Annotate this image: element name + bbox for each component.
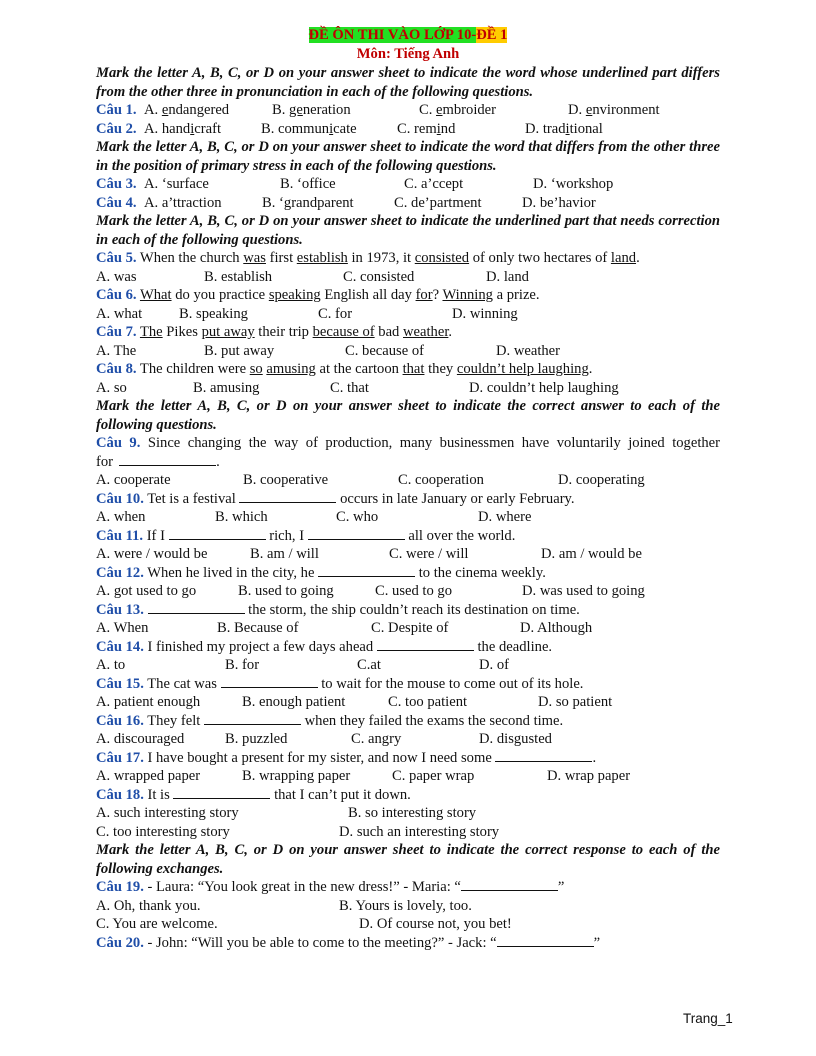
option-a: A. so — [96, 379, 127, 396]
question-number: Câu 9. — [96, 435, 141, 451]
option-a: A. discouraged — [96, 731, 185, 747]
option-a: A. such interesting story — [96, 805, 239, 821]
question-11: Câu 11. If I rich, I all over the world. — [96, 527, 516, 544]
question-17: Câu 17. I have bought a present for my sister, and now I need some . — [96, 749, 597, 766]
option-a: A. handicraft — [144, 120, 222, 137]
question-16: Câu 16. They felt when they failed the exams the second time. — [96, 712, 564, 729]
question-15-options — [96, 693, 720, 712]
option-a: A. cooperate — [96, 472, 171, 488]
question-number: Câu 6. — [96, 287, 137, 303]
option-b: B. Yours is lovely, too. — [339, 897, 472, 914]
question-19: Câu 19. - Laura: “You look great in the new dress!” - Maria: “ ” — [96, 879, 565, 895]
option-d: D. ‘workshop — [533, 176, 614, 192]
answer-blank — [308, 527, 405, 540]
question-20: Câu 20. - John: “Will you be able to come to the meeting?” - Jack: “ ” — [96, 934, 601, 951]
option-a: A. Oh, thank you. — [96, 897, 201, 914]
option-b: B. ‘office — [280, 176, 336, 192]
option-b: B. am / will — [250, 546, 319, 562]
question-number: Câu 18. — [96, 786, 144, 803]
option-b: B. for — [225, 657, 260, 673]
option-a: A. were / would be — [96, 546, 208, 562]
question-17-options — [96, 767, 720, 786]
answer-blank — [497, 934, 594, 947]
question-number: Câu 2. — [96, 120, 137, 137]
question-2 — [96, 120, 720, 139]
option-a: A. patient enough — [96, 694, 201, 710]
subject-title: Môn: Tiếng Anh — [356, 46, 460, 62]
question-number: Câu 14. — [96, 638, 144, 655]
page-number: Trang_1 — [683, 1011, 733, 1026]
question-number: Câu 15. — [96, 675, 144, 692]
option-d: D. was used to going — [522, 583, 645, 599]
option-d: D. so patient — [538, 694, 613, 710]
question-9: Câu 9. Since changing the way of production, many businessmen have voluntarily joined together for . — [96, 435, 721, 470]
question-11-options — [96, 545, 720, 564]
answer-blank — [169, 527, 266, 540]
question-number: Câu 1. — [96, 102, 137, 118]
option-d: D. of — [479, 657, 509, 673]
option-d: D. land — [486, 268, 529, 285]
option-b: B. establish — [204, 268, 273, 285]
question-8-options — [96, 379, 720, 398]
option-d: D. Of course not, you bet! — [359, 916, 512, 932]
option-c: C. too patient — [388, 694, 468, 710]
option-b: B. so interesting story — [348, 805, 477, 821]
question-number: Câu 7. — [96, 324, 137, 340]
option-c: C. who — [336, 509, 379, 525]
option-c: C. paper wrap — [392, 768, 475, 784]
answer-blank — [173, 786, 270, 799]
question-10-options — [96, 508, 720, 527]
question-19-options-row1 — [96, 897, 720, 916]
question-13: Câu 13. the storm, the ship couldn’t reach its destination on time. — [96, 601, 580, 618]
question-number: Câu 8. — [96, 361, 137, 377]
option-d: D. weather — [496, 342, 561, 359]
answer-blank — [239, 490, 336, 503]
option-a: A. was — [96, 268, 137, 285]
instruction-error: Mark the letter A, B, C, or D on your answer sheet to indicate the underlined part that needs correction in each of the following questions. — [96, 213, 720, 248]
answer-blank — [221, 675, 318, 688]
question-number: Câu 11. — [96, 527, 144, 544]
option-b: B. communicate — [261, 120, 357, 137]
option-c: C. a’ccept — [404, 176, 464, 192]
option-d: D. Although — [520, 620, 593, 636]
question-10: Câu 10. Tet is a festival occurs in late January or early February. — [96, 490, 575, 507]
option-b: B. generation — [272, 102, 351, 118]
instruction-exchange: Mark the letter A, B, C, or D on your answer sheet to indicate the correct response to each of the following exchanges. — [96, 842, 720, 877]
option-b: B. which — [215, 509, 268, 525]
instruction-stress: Mark the letter A, B, C, or D on your answer sheet to indicate the word that differs from the other three in the position of primary stress in each of the following questions. — [96, 139, 720, 174]
option-d: D. wrap paper — [547, 768, 631, 784]
option-a: A. what — [96, 305, 143, 322]
instruction-pronunciation: Mark the letter A, B, C, or D on your answer sheet to indicate the word whose underlined part differs from the other three in pronunciation in each of the following questions. — [96, 65, 720, 100]
question-number: Câu 17. — [96, 749, 144, 766]
option-b: B. puzzled — [225, 731, 288, 747]
exam-page — [96, 26, 720, 952]
answer-blank — [318, 564, 415, 577]
option-a: A. when — [96, 509, 146, 525]
option-a: A. got used to go — [96, 583, 197, 599]
option-d: D. traditional — [525, 120, 603, 137]
option-d: D. winning — [452, 305, 518, 322]
question-number: Câu 3. — [96, 176, 137, 192]
question-14: Câu 14. I finished my project a few days ahead the deadline. — [96, 638, 553, 655]
option-b: B. wrapping paper — [242, 768, 351, 784]
option-b: B. enough patient — [242, 694, 346, 710]
option-c: C. cooperation — [398, 472, 484, 488]
option-c: C. You are welcome. — [96, 916, 218, 932]
question-6: Câu 6. What do you practice speaking English all day for? Winning a prize. — [96, 287, 540, 303]
question-18: Câu 18. It is that I can’t put it down. — [96, 786, 411, 803]
option-a: A. endangered — [144, 102, 230, 118]
option-a: A. to — [96, 657, 126, 673]
option-b: B. ‘grandparent — [262, 194, 354, 211]
question-number: Câu 13. — [96, 601, 144, 618]
question-number: Câu 10. — [96, 490, 144, 507]
question-9-options — [96, 471, 720, 490]
question-12: Câu 12. When he lived in the city, he to the cinema weekly. — [96, 564, 546, 581]
option-d: D. couldn’t help laughing — [469, 379, 619, 396]
option-c: C. angry — [351, 731, 402, 747]
question-19-options-row2 — [96, 915, 720, 934]
question-number: Câu 12. — [96, 564, 144, 581]
answer-blank — [377, 638, 474, 651]
question-12-options — [96, 582, 720, 601]
option-b: B. speaking — [179, 305, 248, 322]
option-c: C. used to go — [375, 583, 453, 599]
option-a: A. When — [96, 620, 149, 636]
option-d: D. cooperating — [558, 472, 645, 488]
option-a: A. a’ttraction — [144, 194, 222, 211]
question-3 — [96, 175, 720, 194]
option-c: C. embroider — [419, 102, 497, 118]
option-c: C. too interesting story — [96, 823, 230, 840]
option-c: C. remind — [397, 120, 456, 137]
question-5: Câu 5. When the church was first establish in 1973, it consisted of only two hectares of land. — [96, 250, 640, 266]
question-14-options — [96, 656, 720, 675]
question-13-options — [96, 619, 720, 638]
option-c: C. consisted — [343, 268, 415, 285]
exam-title: ĐỀ ÔN THI VÀO LỚP 10-ĐỀ 1 — [308, 27, 508, 43]
instruction-grammar: Mark the letter A, B, C, or D on your answer sheet to indicate the correct answer to each of the following questions. — [96, 398, 720, 433]
option-d: D. environment — [568, 102, 660, 118]
answer-blank — [119, 453, 216, 466]
option-a: A. The — [96, 342, 137, 359]
option-b: B. amusing — [193, 379, 260, 396]
answer-blank — [495, 749, 592, 762]
question-16-options — [96, 730, 720, 749]
question-6-options — [96, 305, 720, 324]
option-d: D. be’havior — [522, 194, 596, 211]
option-b: B. Because of — [217, 620, 299, 636]
option-c: C. de’partment — [394, 194, 482, 211]
option-c: C. that — [330, 379, 369, 396]
option-d: D. am / would be — [541, 546, 642, 562]
answer-blank — [148, 601, 245, 614]
question-7-options — [96, 342, 720, 361]
option-b: B. cooperative — [243, 472, 329, 488]
question-18-options-row1 — [96, 804, 720, 823]
option-c: C. Despite of — [371, 620, 449, 636]
option-b: B. put away — [204, 342, 275, 359]
question-number: Câu 4. — [96, 194, 137, 211]
question-number: Câu 16. — [96, 712, 144, 729]
option-d: D. disgusted — [479, 731, 552, 747]
option-a: A. ‘surface — [144, 176, 209, 192]
question-8: Câu 8. The children were so amusing at the cartoon that they couldn’t help laughing. — [96, 361, 593, 377]
option-c: C. for — [318, 305, 353, 322]
option-d: D. such an interesting story — [339, 823, 500, 840]
question-4 — [96, 194, 720, 213]
option-c: C. because of — [345, 342, 425, 359]
option-d: D. where — [478, 509, 532, 525]
option-b: B. used to going — [238, 583, 334, 599]
question-number: Câu 20. — [96, 934, 144, 951]
option-a: A. wrapped paper — [96, 768, 201, 784]
option-c: C.at — [357, 657, 381, 673]
question-number: Câu 5. — [96, 250, 137, 266]
question-5-options — [96, 268, 720, 287]
question-number: Câu 19. — [96, 879, 144, 895]
option-c: C. were / will — [389, 546, 469, 562]
question-7: Câu 7. The Pikes put away their trip because of bad weather. — [96, 324, 453, 340]
answer-blank — [204, 712, 301, 725]
question-1 — [96, 101, 720, 120]
question-18-options-row2 — [96, 823, 720, 842]
answer-blank — [461, 878, 558, 891]
question-15: Câu 15. The cat was to wait for the mouse to come out of its hole. — [96, 675, 584, 692]
